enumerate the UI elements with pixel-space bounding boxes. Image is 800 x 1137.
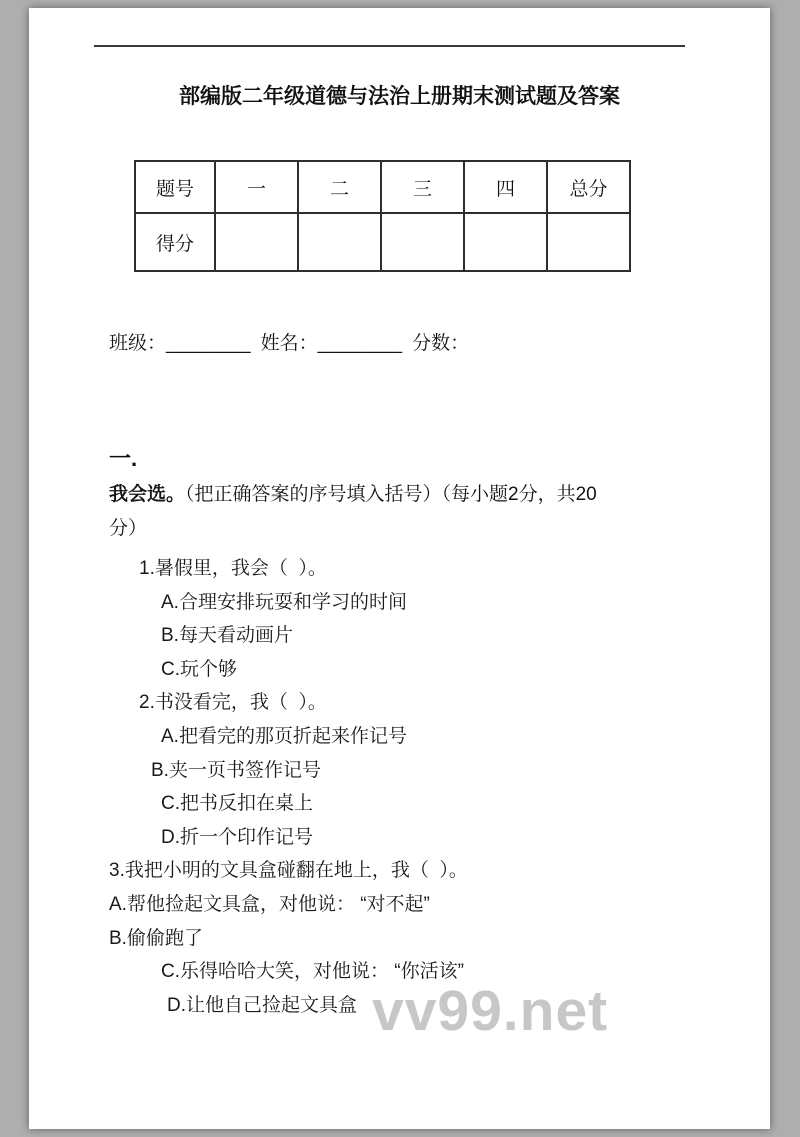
question-1-option-a: A.合理安排玩耍和学习的时间 [161,591,407,613]
question-2-option-d: D.折一个印作记号 [161,826,314,848]
question-1: 1.暑假里，我会（ ）。 [139,558,327,579]
cell-section-four: 四 [464,161,547,213]
class-blank: ________ [166,333,251,354]
question-2: 2.书没看完，我（ ）。 [139,692,327,714]
cell-score-total [547,213,630,271]
cell-section-three: 三 [381,161,464,213]
cell-score-two [298,213,381,271]
instruction-bold-part: 我会选。 [109,484,186,505]
instruction-line2: 分） [109,518,148,539]
section-one-heading: 一. [109,446,138,471]
class-label: 班级： [109,333,167,354]
cell-section-one: 一 [215,161,298,213]
question-3-option-a: A.帮他捡起文具盒，对他说： “对不起” [109,893,430,915]
section-one-instruction [109,478,739,546]
question-3-option-c: C.乐得哈哈大笑，对他说： “你活该” [161,961,464,983]
student-info-line [109,328,469,355]
score-label: 分数： [412,333,470,354]
question-2-option-c: C.把书反扣在桌上 [161,793,314,815]
question-1-option-c: C.玩个够 [161,658,238,680]
question-1-option-b: B.每天看动画片 [161,625,293,647]
score-table-score-row [135,213,630,271]
question-3: 3.我把小明的文具盒碰翻在地上，我（ ）。 [109,860,468,882]
question-list [109,552,759,1022]
cell-question-number-label: 题号 [135,161,215,213]
cell-score-label: 得分 [135,213,215,271]
name-label: 姓名： [260,333,318,354]
score-table [134,160,631,272]
cell-score-four [464,213,547,271]
cell-section-two: 二 [298,161,381,213]
cell-score-one [215,213,298,271]
cell-score-three [381,213,464,271]
question-3-option-b: B.偷偷跑了 [109,927,203,949]
document-page [29,8,770,1129]
question-2-option-a: A.把看完的那页折起来作记号 [161,725,407,747]
question-2-option-b: B.夹一页书签作记号 [151,759,321,781]
instruction-line1: （把正确答案的序号填入括号）（每小题2分，共20 [185,484,597,505]
header-rule [94,45,685,47]
cell-total-score-label: 总分 [547,161,630,213]
watermark: vv99.net [372,979,609,1043]
document-title: 部编版二年级道德与法治上册期末测试题及答案 [179,85,620,108]
name-blank: ________ [317,333,403,354]
score-table-header-row [135,161,630,213]
question-3-option-d: D.让他自己捡起文具盒 [167,994,358,1016]
